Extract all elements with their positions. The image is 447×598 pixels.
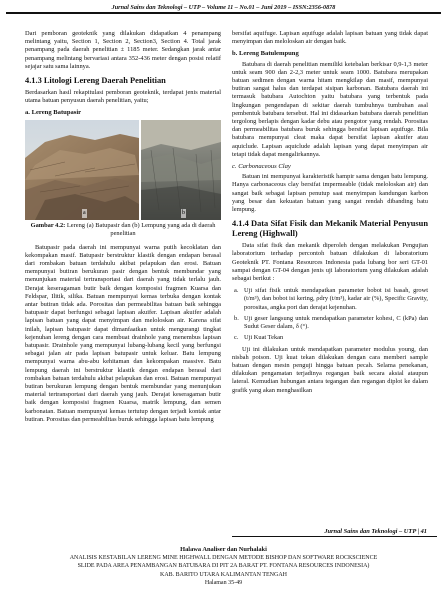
journal-header-text: Jurnal Sains dan Teknologi – UTP – Volume 11 – No.01 – Juni 2019 – ISSN:2356-0878 (111, 4, 336, 11)
claystone-slope-image (141, 120, 221, 220)
journal-header (0, 0, 447, 14)
subheading-carbonaceous-clay: c. Carbonaceous Clay (232, 163, 291, 171)
lab-test-intro: Data sifat fisik dan mekanik diperoleh dengan melakukan Pengujian laboratorium terhadap percontoh batuan dilakukan di laboratorium Geoteknik PT. Fontana Resources Indonesia pada lubang bor seri GT-01 sampai dengan GT-04 dengan jenis uji laboratorium yang dilakukan adalah sebagai berikut : (232, 242, 428, 283)
list-item (234, 314, 428, 331)
footer-rule (232, 536, 437, 537)
subheading-lereng-batupasir: a. Lereng Batupasir (25, 109, 82, 117)
photo-b-label: b (182, 210, 185, 217)
list-item-letter: c. (234, 334, 239, 342)
intro-paragraph: Dari pemboran geoteknik yang dilakukan didapatkan 4 penampang melintang yaitu, Section 1, Section 2, Section3, Section 4. Total jarak penampang pada daerah penelitian ± 1185 meter. Sedangkan jarak antar penampang melintang bervariasi antara 352-436 meter dengan posisi relatif sejajar satu sama lainnya. (25, 30, 221, 70)
section-heading-4-1-4: 4.1.4 Data Sifat Fisik dan Mekanik Material Penyusun Lereng (Highwall) (232, 219, 428, 239)
list-item (234, 334, 428, 342)
header-rule (6, 12, 441, 14)
footer-title-line-3: KAB. BARITO UTARA KALIMANTAN TENGAH (160, 571, 287, 578)
section-heading-4-1-3: 4.1.3 Litologi Lereng Daerah Penelitian (25, 76, 166, 86)
article-footer (8, 546, 439, 587)
footer-title-line-2: SLIDE PADA AREA PENAMBANGAN BATUBARA DI PIT 2A BARAT PT. FONTANA RESOURCES INDONESIA) (77, 563, 370, 570)
lab-test-list (232, 287, 428, 342)
sandstone-slope-image (25, 120, 139, 220)
left-column (25, 30, 221, 530)
sandstone-description: Batupasir pada daerah ini mempunyai warna putih kecoklatan dan kekompakan masif. Batupasir berstruktur klastik dengan endapan berasal dari rombakan batuan terdahulu akibat pelapukan dan erosi. Batuan mempunyai butiran berukuran pasir dengan bentuk membundar yang menunjukan material tertransportasi dari daerah yang tidak terlalu jauh. Derajat keseragaman butir baik dengan komposisi fragmen Kuarsa dan Feldspar, Ilitik, silika. Batuan mempunyai kemas terbuka dengan kontak antar butiran tidak ada. Porositas dan permeabilitas batuan baik sehingga batupasir dapat berfungsi sebagai lapisan akuifer. Lapisan akuifer adalah lapisan batuan yang dapat menyimpan dan meloloskan air. Karena sifat inilah, lapisan batupasir dapat dimanfaatkan untuk mengurangi tingkat kejenuhan lereng dengan cara membuat drainhole yang menembus lapisan batupasir. Drainhole yang mempunyai lubang-lubang kecil yang berfungsi sebagai jalan air pada lapisan batupasir untuk keluar. Batu lempung mempunyai warna abu-abu kehitaman dan kekompakan massive. Batu lempung daerah ini berstruktur klastik dengan endapan berasal dari rombakan batuan terdahulu akibat pelapukan dan erosi. Batuan mempunyai butiran berukuran lempung dengan bentuk membundar yang menunjukan material tertransportasi dari daerah yang jauh. Derajat keseragaman butir baik dengan komposisi fragmen Kuarsa, matrik lempung, dan semen karbonatan. Batuan mempunyai kemas tertutup dengan terjadi kontak antar butiran. Porositas dan permeabilitas buruk sehingga lapisan batu lempung (25, 243, 221, 423)
list-item-text: Uji geser langsung untuk mendapatkan parameter kohesi, C (kPa) dan Sudut Geser dalam, δ (°). (244, 314, 428, 331)
compression-test-paragraph: Uji ini dilakukan untuk mendapatkan parameter modulus young, dan nisbah poison. Uji kuat tekan dilakukan dengan cara memberi sample batuan dengan mesin penguji hingga batuan pecah. Selama penekanan, dilakukan pengamatan terjadinya regangan baik secara aksial ataupun lateral. Kemudian hubungan antara tegangan dan regangan diplot ke dalam grafik yang akan menghasilkan (232, 345, 428, 394)
list-item (234, 287, 428, 312)
figure-caption-text: Lereng (a) Batupasir dan (b) Lempung yang ada di daerah penelitian (65, 221, 216, 237)
carbonaceous-clay-description: Batuan ini mempunyai karakteristik hampir sama dengan batu lempung. Hanya carbonaceous clay bersifat impermeable (tidak meloloskan air) dan sangat baik sebagai lapisan penutup saat menyimpan kandungan karbon yang besar dan kekuatan batuan yang sangat rendah dibanding batu lempung. (232, 173, 428, 214)
footer-journal-page: Jurnal Sains dan Teknologi – UTP | 41 (324, 528, 427, 535)
list-item-letter: a. (234, 287, 239, 295)
footer-pages: Halaman 35-49 (204, 579, 243, 586)
sandstone-slope-photo (25, 120, 139, 220)
claystone-slope-photo (141, 120, 221, 220)
section-intro: Berdasarkan hasil rekapitulasi pemboran geoteknik, terdapat jenis material utama batuan penyusun daerah penelitian, yaitu; (25, 89, 221, 105)
coal-description: Batubara di daerah penelitian memiliki ketebalan berkisar 0,9-1,3 meter untuk seam 900 dan 2-2,3 meter untuk seam 1000. Batubara merupakan batuan sedimen dengan warna hitam mengkilap dan masif, mempunyai butiran sangat halus dan terdapat sisipan karbonan. Batubara daerah ini termasuk batubara Autochton yaitu batubara yang terbentuk pada lingkungan pengendapan di sekitar daerah tumbuhnya tumbuhan asal pembentuk batubara tersebut. Hal ini didasarkan batubara daerah penelitian tergolong berlapis dengan kadar debu atau pengotor yang rendah. Porositas dan permeabilitas batubara buruk sehingga bersifat lapisan aquifuge. Bila batubara mempunyai cleat maka dapat bersifat lapisan akuifer atau aquiclude. Lapisan aquiclude adalah lapisan yang dapat menyimpan air tetapi tidak dapat mengalirkannya. (232, 60, 428, 158)
footer-authors: Halawa Analiser dan Nurhalaki (180, 546, 267, 553)
list-item-text: Uji Kuat Tekan (244, 334, 284, 342)
figure-4-2 (25, 120, 221, 220)
photo-a-label: a (83, 210, 86, 217)
list-item-text: Uji sifat fisik untuk mendapatkan parameter bobot isi basah, growt (t/m³), dan bobot isi kering, ρdry (t/m³), kadar air (%), Specific Gravity, porositas, angka pori dan derajat kejenuhan. (244, 287, 428, 311)
aquifuge-paragraph: bersifat aquifuge. Lapisan aquifuge adalah lapisan batuan yang tidak dapat menyimpan dan meloloskan air dengan baik. (232, 30, 428, 46)
figure-caption (25, 222, 221, 238)
subheading-lereng-batulempung: b. Lereng Batulempung (232, 50, 299, 58)
figure-caption-label: Gambar 4.2: (30, 221, 66, 229)
footer-title-line-1: ANALISIS KESTABILAN LERENG MINE HIGHWALL DENGAN METODE BISHOP DAN SOFTWARE ROCKSCIENCE (69, 555, 378, 562)
list-item-letter: b. (234, 314, 239, 322)
right-column (232, 30, 428, 530)
